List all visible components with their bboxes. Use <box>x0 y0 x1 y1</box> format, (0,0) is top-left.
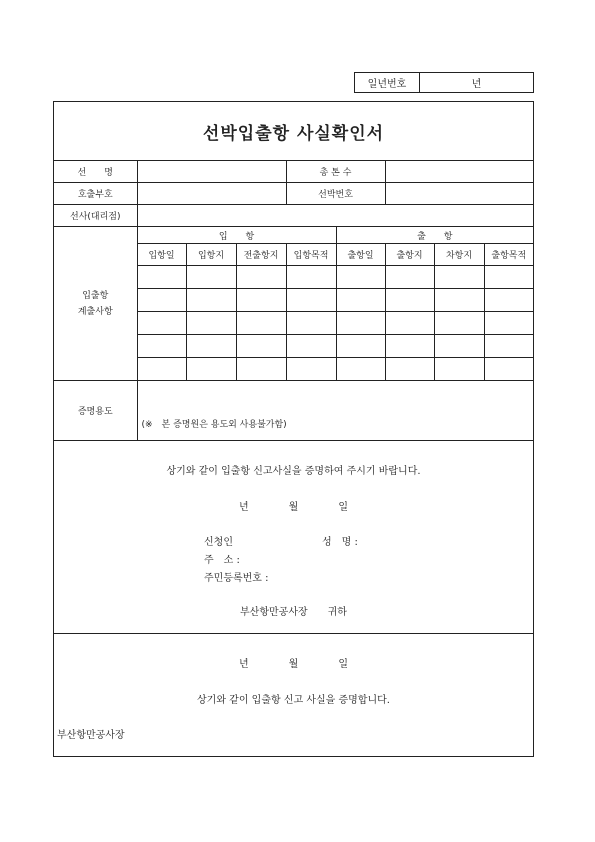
certificate-form <box>53 101 534 757</box>
certify-date: 년 월 일 <box>239 659 348 670</box>
movement-cell[interactable] <box>336 266 385 289</box>
movement-cell[interactable] <box>434 312 484 335</box>
serial-number-box <box>354 72 534 93</box>
movement-cell[interactable] <box>236 335 286 358</box>
purpose-field[interactable] <box>137 381 533 441</box>
ship-name-field[interactable] <box>137 161 286 183</box>
purpose-note: (※ 본 증명원은 용도외 사용불가함) <box>141 420 287 430</box>
movement-cell[interactable] <box>236 289 286 312</box>
applicant-name-label: 성 명 : <box>322 537 358 548</box>
info-table <box>54 160 533 441</box>
movement-label-line2: 계출사항 <box>77 306 113 317</box>
agent-field[interactable] <box>137 205 533 227</box>
certify-statement: 상기와 같이 입출항 신고 사실을 증명합니다. <box>197 695 390 706</box>
gross-tonnage-label: 총 톤 수 <box>286 161 385 183</box>
movement-cell[interactable] <box>434 266 484 289</box>
col-entry-date: 입항일 <box>137 244 186 266</box>
form-title: 선박입출항 사실확인서 <box>202 123 385 144</box>
movement-cell[interactable] <box>385 358 434 381</box>
movement-cell[interactable] <box>336 335 385 358</box>
purpose-label: 증명용도 <box>54 381 137 441</box>
movement-cell[interactable] <box>186 289 236 312</box>
departure-header: 출 항 <box>336 227 533 244</box>
serial-number-label: 일년번호 <box>355 73 420 92</box>
movement-cell[interactable] <box>137 312 186 335</box>
movement-cell[interactable] <box>484 289 533 312</box>
movement-cell[interactable] <box>336 289 385 312</box>
movement-cell[interactable] <box>385 312 434 335</box>
movement-cell[interactable] <box>236 358 286 381</box>
movement-cell[interactable] <box>186 312 236 335</box>
col-departure-port: 출항지 <box>385 244 434 266</box>
movement-cell[interactable] <box>137 266 186 289</box>
col-next-port: 차항지 <box>434 244 484 266</box>
applicant-address-label: 주 소 : <box>204 555 240 566</box>
movement-cell[interactable] <box>137 335 186 358</box>
movement-cell[interactable] <box>137 289 186 312</box>
movement-cell[interactable] <box>186 266 236 289</box>
request-addressee: 부산항만공사장 귀하 <box>240 607 347 618</box>
applicant-label: 신청인 <box>204 537 233 548</box>
ship-name-label: 선 명 <box>54 161 137 183</box>
movement-cell[interactable] <box>484 358 533 381</box>
col-departure-date: 출항일 <box>336 244 385 266</box>
movement-label <box>54 227 137 381</box>
movement-cell[interactable] <box>434 358 484 381</box>
movement-cell[interactable] <box>286 289 336 312</box>
movement-cell[interactable] <box>484 312 533 335</box>
movement-cell[interactable] <box>385 289 434 312</box>
call-sign-field[interactable] <box>137 183 286 205</box>
gross-tonnage-field[interactable] <box>385 161 533 183</box>
certify-issuer: 부산항만공사장 <box>57 730 125 741</box>
movement-cell[interactable] <box>186 358 236 381</box>
col-entry-purpose: 입항목적 <box>286 244 336 266</box>
col-departure-purpose: 출항목적 <box>484 244 533 266</box>
entry-header: 입 항 <box>137 227 336 244</box>
movement-cell[interactable] <box>434 289 484 312</box>
agent-label: 선사(대리점) <box>54 205 137 227</box>
movement-cell[interactable] <box>137 358 186 381</box>
serial-number-value: 년 <box>471 79 482 90</box>
ship-number-field[interactable] <box>385 183 533 205</box>
movement-cell[interactable] <box>286 266 336 289</box>
movement-cell[interactable] <box>236 266 286 289</box>
ship-number-label: 선박번호 <box>286 183 385 205</box>
movement-cell[interactable] <box>286 312 336 335</box>
movement-cell[interactable] <box>286 358 336 381</box>
col-entry-port: 입항지 <box>186 244 236 266</box>
request-date: 년 월 일 <box>239 502 348 513</box>
movement-cell[interactable] <box>484 266 533 289</box>
movement-cell[interactable] <box>186 335 236 358</box>
movement-cell[interactable] <box>336 312 385 335</box>
col-previous-port: 전출항지 <box>236 244 286 266</box>
movement-label-line1: 입출항 <box>82 290 109 301</box>
call-sign-label: 호출부호 <box>54 183 137 205</box>
movement-cell[interactable] <box>286 335 336 358</box>
movement-cell[interactable] <box>385 335 434 358</box>
movement-cell[interactable] <box>236 312 286 335</box>
movement-cell[interactable] <box>484 335 533 358</box>
movement-cell[interactable] <box>336 358 385 381</box>
request-section <box>54 440 533 634</box>
movement-cell[interactable] <box>434 335 484 358</box>
request-statement: 상기와 같이 입출항 신고사실을 증명하여 주시기 바랍니다. <box>166 466 421 477</box>
certification-section <box>54 633 533 757</box>
movement-cell[interactable] <box>385 266 434 289</box>
resident-number-label: 주민등록번호 : <box>204 573 269 584</box>
